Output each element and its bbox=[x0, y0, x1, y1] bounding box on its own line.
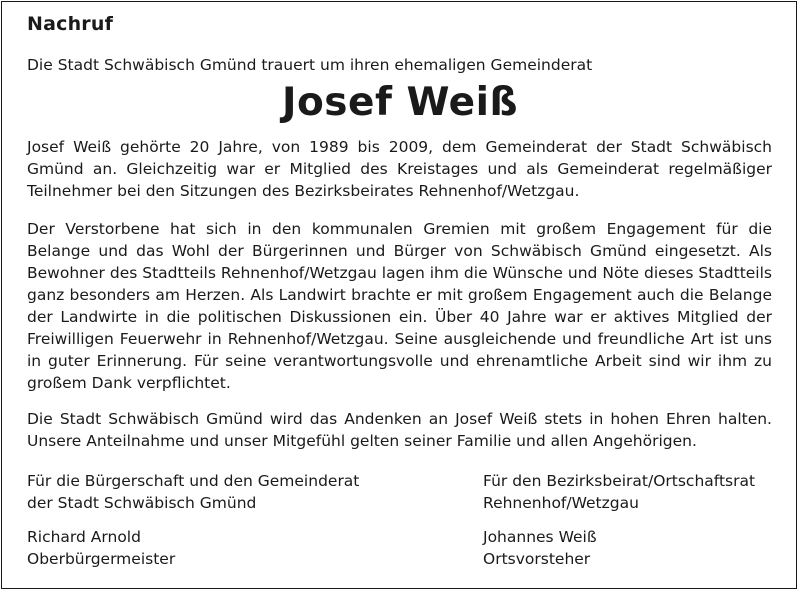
signature-left-name: Richard Arnold bbox=[27, 528, 141, 546]
signature-right-organization bbox=[483, 470, 755, 514]
intro-line: Die Stadt Schwäbisch Gmünd trauert um ihren ehemaligen Gemeinderat bbox=[27, 56, 593, 74]
paragraph-service: Josef Weiß gehörte 20 Jahre, von 1989 bis 2009, dem Gemeinderat der Stadt Schwäbisch Gmünd an. Gleichzeitig war er Mitglied des Kreistages und als Gemeinderat regelmäßiger Teilnehmer bei den Sitzungen des Bezirksbeirates Rehnenhof/Wetzgau. bbox=[27, 138, 772, 200]
signature-left-org-line2: der Stadt Schwäbisch Gmünd bbox=[27, 494, 257, 512]
signature-right-person bbox=[483, 526, 597, 570]
signature-right-name: Johannes Weiß bbox=[483, 528, 597, 546]
notice-heading: Nachruf bbox=[27, 13, 114, 35]
signature-left-role: Oberbürgermeister bbox=[27, 550, 176, 568]
signature-right-org-line1: Für den Bezirksbeirat/Ortschaftsrat bbox=[483, 472, 756, 490]
signature-left-organization bbox=[27, 470, 359, 514]
deceased-name: Josef Weiß bbox=[281, 80, 518, 125]
paragraph-remembrance: Die Stadt Schwäbisch Gmünd wird das Andenken an Josef Weiß stets in hohen Ehren halten. Unsere Anteilnahme und unser Mitgefühl gelten seiner Familie und allen Angehörigen. bbox=[27, 410, 772, 450]
signature-left-person bbox=[27, 526, 175, 570]
signature-left-org-line1: Für die Bürgerschaft und den Gemeinderat bbox=[27, 472, 360, 490]
signature-right-role: Ortsvorsteher bbox=[483, 550, 591, 568]
paragraph-engagement: Der Verstorbene hat sich in den kommunalen Gremien mit großem Engagement für die Belange und das Wohl der Bürgerinnen und Bürger von Schwäbisch Gmünd eingesetzt. Als Bewohner des Stadtteils Rehnenhof/Wetzgau lagen ihm die Wünsche und Nöte dieses Stadtteils ganz besonders am Herzen. Als Landwirt brachte er mit großem Engagement auch die Belange der Landwirte in die politischen Diskussionen ein. Über 40 Jahre war er aktives Mitglied der Freiwilligen Feuerwehr in Rehnenhof/Wetzgau. Seine ausgleichende und freundliche Art ist uns in guter Erinnerung. Für seine verantwortungsvolle und ehrenamtliche Arbeit sind wir ihm zu großem Dank verpflichtet. bbox=[27, 220, 772, 392]
signature-right-org-line2: Rehnenhof/Wetzgau bbox=[483, 494, 639, 512]
